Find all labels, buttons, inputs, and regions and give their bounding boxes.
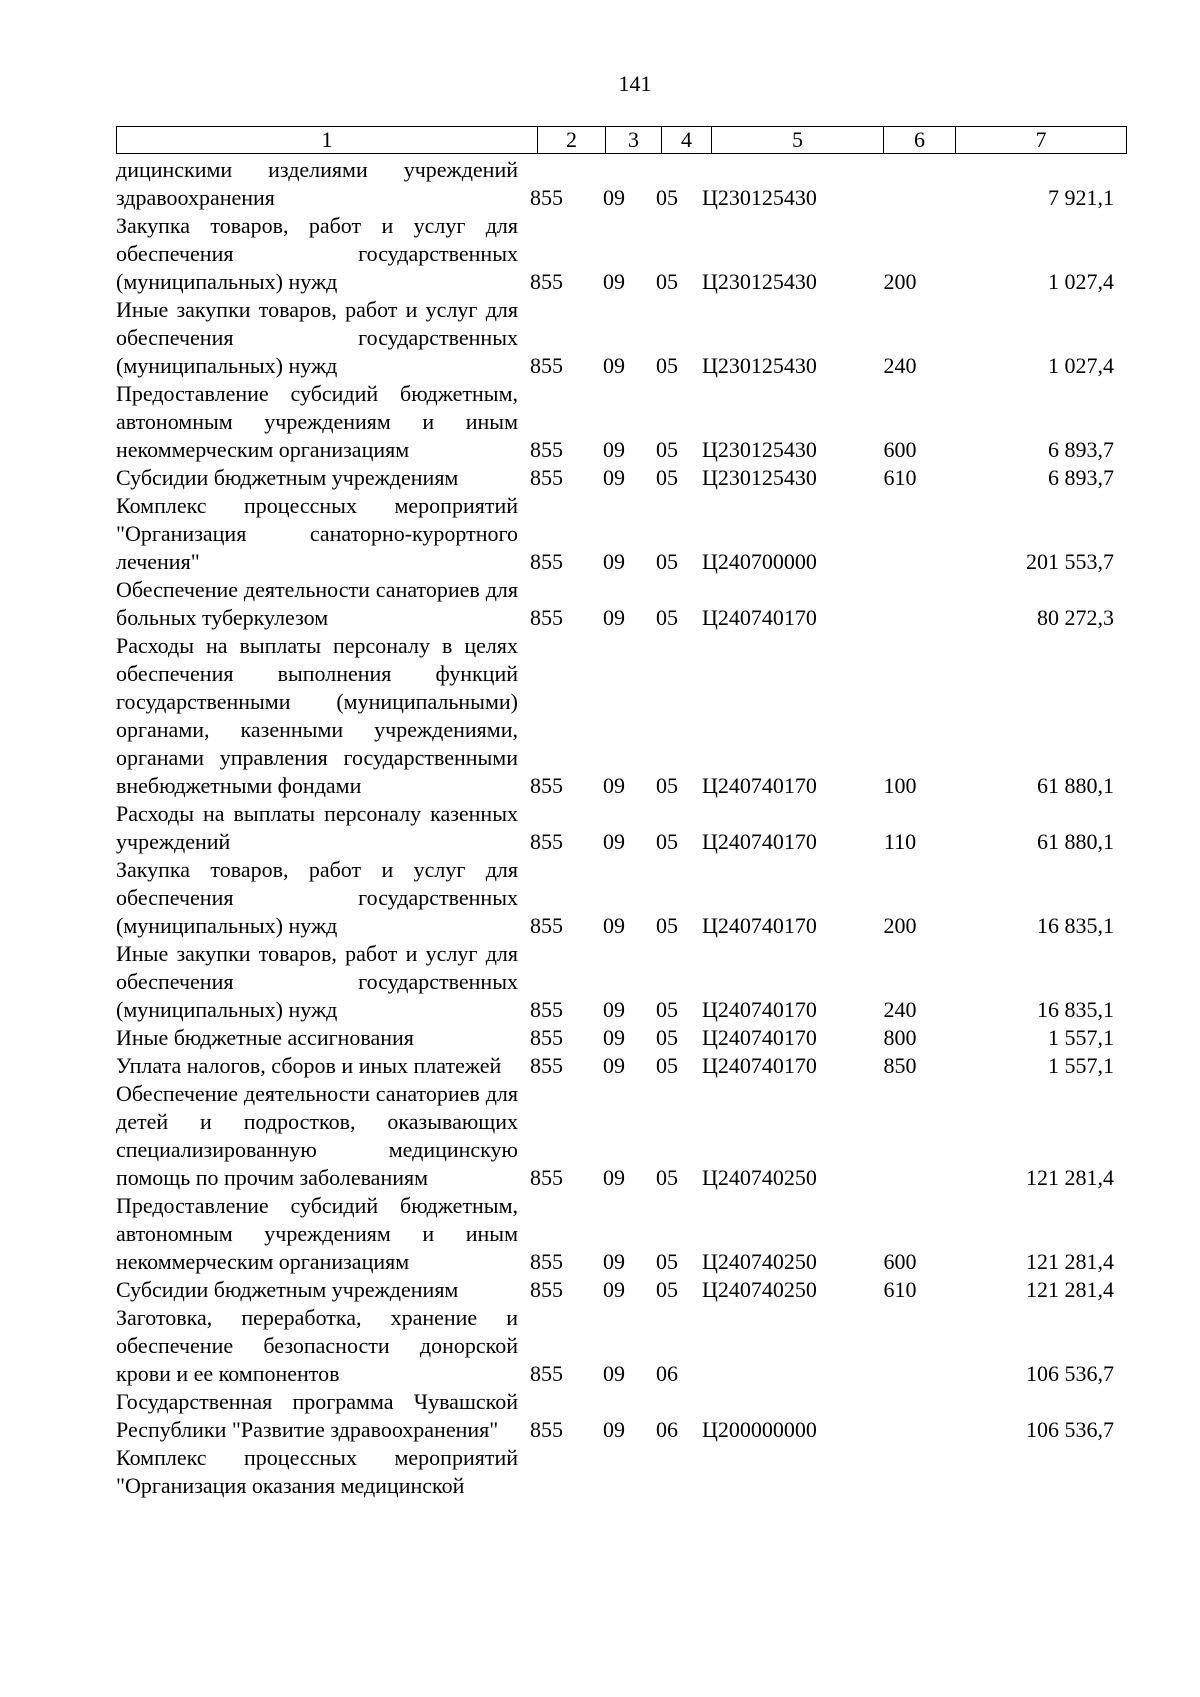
row-col-3: 09: [603, 829, 625, 854]
row-col-3: 09: [603, 269, 625, 294]
table-row: [116, 800, 1116, 856]
table-row: [116, 380, 1116, 464]
table-row: [116, 1052, 1116, 1080]
row-col-2: 855: [530, 605, 563, 630]
row-col-7: 121 281,4: [1026, 1277, 1114, 1302]
row-name: Предоставление субсидий бюджетным, автономным учреждениям и иным некоммерческим организациям: [116, 1193, 518, 1274]
row-col-4: 06: [656, 1417, 678, 1442]
row-col-2: 855: [530, 913, 563, 938]
row-name: Иные бюджетные ассигнования: [116, 1025, 414, 1050]
row-col-6: 200: [883, 269, 917, 294]
row-col-3: 09: [603, 1025, 625, 1050]
table-row: [116, 296, 1116, 380]
row-col-3: 09: [603, 1053, 625, 1078]
row-col-4: 05: [656, 997, 678, 1022]
row-col-5: Ц230125430: [702, 185, 817, 210]
row-name: Комплекс процессных мероприятий "Организация санаторно-курортного лечения": [116, 493, 518, 574]
row-col-4: 05: [656, 437, 678, 462]
row-col-3: 09: [603, 605, 625, 630]
row-col-2: 855: [530, 185, 563, 210]
table-row: [116, 1388, 1116, 1444]
row-col-2: 855: [530, 269, 563, 294]
row-col-2: 855: [530, 1417, 563, 1442]
row-col-4: 06: [656, 1361, 678, 1386]
row-col-6: 610: [883, 465, 917, 490]
row-col-2: 855: [530, 465, 563, 490]
row-name: Закупка товаров, работ и услуг для обеспечения государственных (муниципальных) нужд: [116, 857, 518, 938]
row-col-7: 106 536,7: [1026, 1417, 1114, 1442]
row-col-4: 05: [656, 465, 678, 490]
header-col-6: 6: [884, 127, 956, 153]
row-name: Обеспечение деятельности санаториев для больных туберкулезом: [116, 577, 518, 630]
row-col-7: 121 281,4: [1026, 1165, 1114, 1190]
row-col-5: Ц240740250: [702, 1165, 817, 1190]
row-col-7: 1 557,1: [1048, 1025, 1114, 1050]
row-col-2: 855: [530, 997, 563, 1022]
row-col-3: 09: [603, 997, 625, 1022]
table-row: [116, 1024, 1116, 1052]
table-row: [116, 856, 1116, 940]
row-name: Уплата налогов, сборов и иных платежей: [116, 1053, 502, 1078]
row-col-5: Ц240740170: [702, 913, 817, 938]
row-col-7: 1 557,1: [1048, 1053, 1114, 1078]
row-name: Обеспечение деятельности санаториев для детей и подростков, оказывающих специализированную медицинскую помощь по прочим заболеваниям: [116, 1081, 518, 1190]
row-col-3: 09: [603, 465, 625, 490]
row-col-4: 05: [656, 829, 678, 854]
row-col-2: 855: [530, 1249, 563, 1274]
row-col-4: 05: [656, 353, 678, 378]
row-name: дицинскими изделиями учреждений здравоохранения: [116, 157, 518, 210]
row-col-4: 05: [656, 605, 678, 630]
row-col-5: Ц240740170: [702, 997, 817, 1022]
row-col-7: 61 880,1: [1037, 829, 1114, 854]
row-col-4: 05: [656, 1053, 678, 1078]
table-row: [116, 212, 1116, 296]
header-col-7: 7: [1035, 127, 1047, 152]
row-col-5: Ц240740170: [702, 773, 817, 798]
row-col-3: 09: [603, 1165, 625, 1190]
row-col-4: 05: [656, 549, 678, 574]
row-col-6: 610: [883, 1277, 917, 1302]
row-col-4: 05: [656, 1025, 678, 1050]
row-col-3: 09: [603, 549, 625, 574]
row-col-3: 09: [603, 913, 625, 938]
row-col-4: 05: [656, 913, 678, 938]
row-col-2: 855: [530, 1165, 563, 1190]
header-col-5: 5: [712, 127, 884, 153]
row-col-6: 850: [883, 1053, 917, 1078]
row-name: Расходы на выплаты персоналу казенных учреждений: [116, 801, 518, 854]
row-col-2: 855: [530, 1053, 563, 1078]
row-col-4: 05: [656, 1249, 678, 1274]
row-col-5: Ц200000000: [702, 1417, 817, 1442]
row-col-5: Ц240740170: [702, 1053, 817, 1078]
row-name: Иные закупки товаров, работ и услуг для обеспечения государственных (муниципальных) нужд: [116, 297, 518, 378]
row-col-5: Ц240740250: [702, 1277, 817, 1302]
row-col-5: Ц230125430: [702, 269, 817, 294]
table-row: [116, 1276, 1116, 1304]
row-name: Комплекс процессных мероприятий "Организация оказания медицинской: [116, 1445, 518, 1498]
table-row: [116, 1304, 1116, 1388]
row-col-6: 600: [883, 1249, 917, 1274]
row-col-5: Ц230125430: [702, 437, 817, 462]
row-col-5: Ц240740170: [702, 1025, 817, 1050]
row-col-6: 110: [883, 829, 917, 854]
row-col-2: 855: [530, 1277, 563, 1302]
table-row: [116, 1444, 1116, 1500]
row-col-2: 855: [530, 1361, 563, 1386]
row-col-2: 855: [530, 437, 563, 462]
row-col-6: 200: [883, 913, 917, 938]
row-col-4: 05: [656, 1165, 678, 1190]
header-col-3: 3: [606, 127, 662, 153]
row-col-7: 201 553,7: [1026, 549, 1114, 574]
row-col-4: 05: [656, 269, 678, 294]
table-row: [116, 156, 1116, 212]
row-col-3: 09: [603, 1277, 625, 1302]
row-col-7: 106 536,7: [1026, 1361, 1114, 1386]
row-name: Расходы на выплаты персоналу в целях обеспечения выполнения функций государственными (муниципальными) органами, казенными учреждениями, органами управления государственными внебюджетными фондами: [116, 633, 518, 798]
table-header: [116, 126, 1127, 154]
row-col-2: 855: [530, 549, 563, 574]
row-col-7: 1 027,4: [1048, 353, 1114, 378]
table-row: [116, 940, 1116, 1024]
row-name: Заготовка, переработка, хранение и обеспечение безопасности донорской крови и ее компонентов: [116, 1305, 518, 1386]
row-col-5: Ц240740250: [702, 1249, 817, 1274]
table-row: [116, 1192, 1116, 1276]
row-col-7: 80 272,3: [1037, 605, 1114, 630]
row-col-3: 09: [603, 185, 625, 210]
row-col-2: 855: [530, 353, 563, 378]
budget-table-body: [116, 156, 1116, 1500]
row-col-3: 09: [603, 773, 625, 798]
row-col-3: 09: [603, 1417, 625, 1442]
row-name: Субсидии бюджетным учреждениям: [116, 1277, 459, 1302]
row-col-3: 09: [603, 437, 625, 462]
row-name: Государственная программа Чувашской Республики "Развитие здравоохранения": [116, 1389, 518, 1442]
row-col-3: 09: [603, 1249, 625, 1274]
row-col-2: 855: [530, 1025, 563, 1050]
row-col-6: 100: [883, 773, 917, 798]
row-col-4: 05: [656, 773, 678, 798]
row-col-6: 800: [883, 1025, 917, 1050]
table-row: [116, 632, 1116, 800]
row-col-7: 7 921,1: [1048, 185, 1114, 210]
row-name: Предоставление субсидий бюджетным, автономным учреждениям и иным некоммерческим организациям: [116, 381, 518, 462]
row-col-7: 1 027,4: [1048, 269, 1114, 294]
row-col-7: 16 835,1: [1037, 913, 1114, 938]
header-col-2: 2: [538, 127, 606, 153]
header-col-1: 1: [117, 127, 538, 153]
row-col-5: Ц240740170: [702, 829, 817, 854]
row-col-3: 09: [603, 1361, 625, 1386]
row-col-5: Ц240700000: [702, 549, 817, 574]
row-col-5: Ц230125430: [702, 465, 817, 490]
row-col-4: 05: [656, 185, 678, 210]
table-row: [116, 492, 1116, 576]
row-col-6: 600: [883, 437, 917, 462]
row-col-5: Ц230125430: [702, 353, 817, 378]
row-col-4: 05: [656, 1277, 678, 1302]
row-col-2: 855: [530, 829, 563, 854]
row-name: Субсидии бюджетным учреждениям: [116, 465, 459, 490]
header-col-4: 4: [662, 127, 712, 153]
page-number: 141: [618, 71, 652, 96]
row-col-6: 240: [883, 353, 917, 378]
row-col-7: 121 281,4: [1026, 1249, 1114, 1274]
row-col-5: Ц240740170: [702, 605, 817, 630]
row-col-7: 6 893,7: [1048, 437, 1114, 462]
row-col-3: 09: [603, 353, 625, 378]
row-col-7: 16 835,1: [1037, 997, 1114, 1022]
row-col-7: 61 880,1: [1037, 773, 1114, 798]
row-col-2: 855: [530, 773, 563, 798]
row-name: Иные закупки товаров, работ и услуг для обеспечения государственных (муниципальных) нужд: [116, 941, 518, 1022]
table-row: [116, 576, 1116, 632]
row-col-7: 6 893,7: [1048, 465, 1114, 490]
table-row: [116, 1080, 1116, 1192]
row-col-6: 240: [883, 997, 917, 1022]
table-row: [116, 464, 1116, 492]
row-name: Закупка товаров, работ и услуг для обеспечения государственных (муниципальных) нужд: [116, 213, 518, 294]
